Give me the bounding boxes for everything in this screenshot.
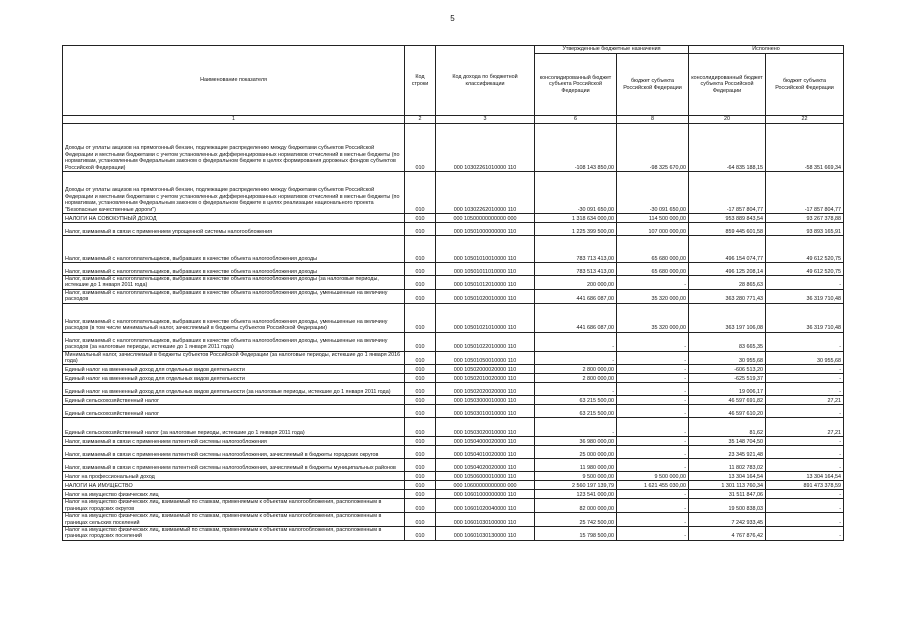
table-row	[63, 481, 844, 490]
executed-consolidated: 30 955,68	[689, 351, 766, 365]
row-name: Единый налог на вмененный доход для отдельных видов деятельности (за налоговые периоды, истекшие до 1 января 2011 года)	[63, 383, 405, 396]
column-index: 8	[617, 116, 689, 124]
row-code: 010	[405, 124, 436, 172]
row-code: 010	[405, 383, 436, 396]
approved-subject: -	[617, 365, 689, 374]
table-row	[63, 418, 844, 437]
executed-consolidated: 496 125 208,14	[689, 263, 766, 276]
row-kbk: 000 10502000020000 110	[436, 365, 535, 374]
executed-consolidated: 13 304 164,54	[689, 472, 766, 481]
executed-subject: 49 612 520,75	[766, 236, 844, 263]
table-row	[63, 446, 844, 459]
row-kbk: 000 10502020020000 110	[436, 383, 535, 396]
approved-consolidated: 200 000,00	[535, 276, 617, 290]
approved-consolidated: -108 143 850,00	[535, 124, 617, 172]
executed-subject: -	[766, 490, 844, 499]
header-name: Наименование показателя	[63, 46, 405, 116]
row-kbk: 000 10500000000000 000	[436, 214, 535, 223]
row-kbk: 000 10501012010000 110	[436, 276, 535, 290]
header-group-executed: Исполнено	[689, 46, 844, 54]
executed-subject: 93 893 165,91	[766, 223, 844, 236]
approved-subject: 35 320 000,00	[617, 289, 689, 303]
row-name: Налог, взимаемый с налогоплательщиков, выбравших в качестве объекта налогообложения доходы, уменьшенные на величину расходов	[63, 289, 405, 303]
approved-consolidated: 25 742 500,00	[535, 513, 617, 527]
row-name: Единый налог на вмененный доход для отдельных видов деятельности	[63, 365, 405, 374]
row-code: 010	[405, 332, 436, 351]
row-code: 010	[405, 527, 436, 541]
approved-subject: -	[617, 446, 689, 459]
row-name: Доходы от уплаты акцизов на прямогонный бензин, подлежащие распределению между бюджетами субъектов Российской Федерации и местными бюджетами с учетом установленных дифференцированных нормативов отчислений в местные бюджеты (по нормативам, установленным Федеральным законом о федеральном бюджете в целях формирования дорожных фондов субъектов Российской Федерации)	[63, 124, 405, 172]
header-group-approved: Утвержденные бюджетные назначения	[535, 46, 689, 54]
approved-subject: -	[617, 490, 689, 499]
executed-consolidated: 953 889 843,54	[689, 214, 766, 223]
approved-consolidated: -	[535, 383, 617, 396]
executed-subject: -	[766, 499, 844, 513]
row-kbk: 000 10601030130000 110	[436, 527, 535, 541]
row-code: 010	[405, 236, 436, 263]
executed-subject: 36 319 710,48	[766, 303, 844, 332]
row-code: 010	[405, 405, 436, 418]
executed-subject: -	[766, 437, 844, 446]
approved-consolidated: 15 798 500,00	[535, 527, 617, 541]
table-row	[63, 490, 844, 499]
table-row	[63, 513, 844, 527]
executed-subject: -58 351 669,34	[766, 124, 844, 172]
approved-consolidated: 441 686 087,00	[535, 289, 617, 303]
row-code: 010	[405, 437, 436, 446]
executed-subject: -	[766, 513, 844, 527]
table-row	[63, 214, 844, 223]
executed-subject: 27,21	[766, 396, 844, 405]
approved-consolidated: 123 541 000,00	[535, 490, 617, 499]
row-name: Единый сельскохозяйственный налог	[63, 405, 405, 418]
row-code: 010	[405, 289, 436, 303]
approved-subject: -	[617, 513, 689, 527]
row-name: Налог на имущество физических лиц, взимаемый по ставкам, применяемым к объектам налогообложения, расположенным в границах городских округов	[63, 499, 405, 513]
executed-consolidated: 859 445 601,58	[689, 223, 766, 236]
header-subject-budget: бюджет субъекта Российской Федерации	[617, 54, 689, 116]
row-name: Налог, взимаемый с налогоплательщиков, выбравших в качестве объекта налогообложения доходы, уменьшенные на величину расходов (за налоговые периоды, истекшие до 1 января 2011 года)	[63, 332, 405, 351]
executed-subject: -	[766, 332, 844, 351]
executed-consolidated: -625 519,37	[689, 374, 766, 383]
row-code: 010	[405, 223, 436, 236]
row-code: 010	[405, 263, 436, 276]
executed-consolidated: 28 865,63	[689, 276, 766, 290]
row-kbk: 000 10504020020000 110	[436, 459, 535, 472]
approved-consolidated: 2 560 197 139,79	[535, 481, 617, 490]
approved-subject: -	[617, 383, 689, 396]
approved-subject: -	[617, 405, 689, 418]
executed-consolidated: 35 148 704,50	[689, 437, 766, 446]
executed-consolidated: 363 280 771,43	[689, 289, 766, 303]
approved-consolidated: 36 980 000,00	[535, 437, 617, 446]
column-index: 6	[535, 116, 617, 124]
row-code: 010	[405, 374, 436, 383]
executed-consolidated: -606 513,20	[689, 365, 766, 374]
approved-subject: 9 500 000,00	[617, 472, 689, 481]
row-name: Налог, взимаемый с налогоплательщиков, выбравших в качестве объекта налогообложения доходы (за налоговые периоды, истекшие до 1 января 2011 года)	[63, 276, 405, 290]
approved-consolidated: -	[535, 351, 617, 365]
approved-consolidated: 82 000 000,00	[535, 499, 617, 513]
row-name: Единый сельскохозяйственный налог (за налоговые периоды, истекшие до 1 января 2011 года)	[63, 418, 405, 437]
approved-consolidated: 1 318 634 000,00	[535, 214, 617, 223]
column-index: 3	[436, 116, 535, 124]
row-code: 010	[405, 214, 436, 223]
approved-subject: 35 320 000,00	[617, 303, 689, 332]
column-index: 2	[405, 116, 436, 124]
table-row	[63, 223, 844, 236]
header-kbk: Код дохода по бюджетной классификации	[436, 46, 535, 116]
approved-subject: 1 621 455 030,00	[617, 481, 689, 490]
row-kbk: 000 10501010010000 110	[436, 236, 535, 263]
executed-consolidated: 19 006,17	[689, 383, 766, 396]
row-code: 010	[405, 351, 436, 365]
approved-consolidated: 783 713 413,00	[535, 236, 617, 263]
row-code: 010	[405, 446, 436, 459]
executed-subject: -	[766, 527, 844, 541]
column-index-row	[63, 116, 844, 124]
row-code: 010	[405, 365, 436, 374]
row-name: Налог, взимаемый с налогоплательщиков, выбравших в качестве объекта налогообложения доходы, уменьшенные на величину расходов (в том числе минимальный налог, зачисляемый в бюджеты субъектов Российской Федерации)	[63, 303, 405, 332]
executed-subject: -	[766, 459, 844, 472]
row-kbk: 000 10302262010000 110	[436, 172, 535, 214]
executed-consolidated: 11 802 783,02	[689, 459, 766, 472]
row-name: Налог на имущество физических лиц, взимаемый по ставкам, применяемым к объектам налогообложения, расположенным в границах сельских поселений	[63, 513, 405, 527]
executed-subject: -	[766, 446, 844, 459]
row-name: Доходы от уплаты акцизов на прямогонный бензин, подлежащие распределению между бюджетами субъектов Российской Федерации и местными бюджетами с учетом установленных дифференцированных нормативов отчислений в местные бюджеты (по нормативам, установленным Федеральным законом о федеральном бюджете в целях реализации национального проекта "Безопасные качественные дороги")	[63, 172, 405, 214]
table-row	[63, 303, 844, 332]
executed-subject: -17 857 804,77	[766, 172, 844, 214]
approved-subject: -	[617, 437, 689, 446]
row-kbk: 000 10506000010000 110	[436, 472, 535, 481]
row-code: 010	[405, 472, 436, 481]
table-row	[63, 263, 844, 276]
table-row	[63, 383, 844, 396]
table-row	[63, 472, 844, 481]
executed-consolidated: 363 197 106,08	[689, 303, 766, 332]
row-kbk: 000 10600000000000 000	[436, 481, 535, 490]
executed-consolidated: -17 857 804,77	[689, 172, 766, 214]
approved-subject: -	[617, 276, 689, 290]
table-row	[63, 124, 844, 172]
row-code: 010	[405, 481, 436, 490]
row-name: Налог, взимаемый с налогоплательщиков, выбравших в качестве объекта налогообложения доходы	[63, 263, 405, 276]
executed-consolidated: 4 767 876,42	[689, 527, 766, 541]
executed-subject: -	[766, 405, 844, 418]
row-kbk: 000 10503020010000 110	[436, 418, 535, 437]
table-row	[63, 351, 844, 365]
row-kbk: 000 10601030100000 110	[436, 513, 535, 527]
row-name: Налог, взимаемый в связи с применением патентной системы налогообложения	[63, 437, 405, 446]
table-row	[63, 365, 844, 374]
row-name: НАЛОГИ НА СОВОКУПНЫЙ ДОХОД	[63, 214, 405, 223]
table-row	[63, 276, 844, 290]
row-name: Единый налог на вмененный доход для отдельных видов деятельности	[63, 374, 405, 383]
approved-subject: -	[617, 396, 689, 405]
approved-consolidated: -	[535, 418, 617, 437]
executed-subject: 27,21	[766, 418, 844, 437]
approved-subject: -	[617, 418, 689, 437]
table-row	[63, 396, 844, 405]
approved-subject: 107 000 000,00	[617, 223, 689, 236]
approved-consolidated: 63 215 500,00	[535, 396, 617, 405]
executed-subject: 49 612 520,75	[766, 263, 844, 276]
approved-subject: -	[617, 332, 689, 351]
executed-consolidated: 46 597 610,20	[689, 405, 766, 418]
executed-subject: -	[766, 365, 844, 374]
table-row	[63, 236, 844, 263]
executed-consolidated: 23 345 921,48	[689, 446, 766, 459]
executed-subject: -	[766, 276, 844, 290]
row-code: 010	[405, 396, 436, 405]
row-kbk: 000 10601000000000 110	[436, 490, 535, 499]
row-code: 010	[405, 172, 436, 214]
approved-consolidated: 25 000 000,00	[535, 446, 617, 459]
row-code: 010	[405, 459, 436, 472]
executed-consolidated: 1 301 113 760,34	[689, 481, 766, 490]
row-kbk: 000 10501050010000 110	[436, 351, 535, 365]
approved-consolidated: 1 225 399 500,00	[535, 223, 617, 236]
approved-consolidated: -	[535, 332, 617, 351]
executed-consolidated: 7 242 933,45	[689, 513, 766, 527]
header-consolidated: консолидированный бюджет субъекта Российской Федерации	[535, 54, 617, 116]
row-kbk: 000 10302261010000 110	[436, 124, 535, 172]
row-kbk: 000 10501021010000 110	[436, 303, 535, 332]
header-code: Код строки	[405, 46, 436, 116]
approved-subject: 114 500 000,00	[617, 214, 689, 223]
executed-subject: 93 267 378,88	[766, 214, 844, 223]
row-name: Единый сельскохозяйственный налог	[63, 396, 405, 405]
approved-consolidated: 441 686 087,00	[535, 303, 617, 332]
approved-subject: 65 680 000,00	[617, 236, 689, 263]
row-name: Налог на имущество физических лиц, взимаемый по ставкам, применяемым к объектам налогообложения, расположенным в границах городских поселений	[63, 527, 405, 541]
executed-consolidated: 496 154 074,77	[689, 236, 766, 263]
row-kbk: 000 10501022010000 110	[436, 332, 535, 351]
approved-subject: -	[617, 351, 689, 365]
executed-subject: 30 955,68	[766, 351, 844, 365]
table-row	[63, 289, 844, 303]
executed-consolidated: 31 511 847,06	[689, 490, 766, 499]
page-number: 5	[450, 14, 455, 23]
approved-subject: -	[617, 527, 689, 541]
approved-subject: -	[617, 499, 689, 513]
row-code: 010	[405, 513, 436, 527]
row-name: Налог, взимаемый с налогоплательщиков, выбравших в качестве объекта налогообложения доходы	[63, 236, 405, 263]
header-consolidated-executed: консолидированный бюджет субъекта Российской Федерации	[689, 54, 766, 116]
column-index: 1	[63, 116, 405, 124]
approved-subject: -98 325 670,00	[617, 124, 689, 172]
executed-subject: 891 473 378,59	[766, 481, 844, 490]
executed-subject: 13 304 164,54	[766, 472, 844, 481]
executed-consolidated: 19 500 838,03	[689, 499, 766, 513]
table-row	[63, 437, 844, 446]
row-kbk: 000 10501020010000 110	[436, 289, 535, 303]
table-row	[63, 405, 844, 418]
row-kbk: 000 10501000000000 110	[436, 223, 535, 236]
row-name: Минимальный налог, зачисляемый в бюджеты субъектов Российской Федерации (за налоговые периоды, истекшие до 1 января 2016 года)	[63, 351, 405, 365]
table-row	[63, 374, 844, 383]
executed-consolidated: -64 835 188,15	[689, 124, 766, 172]
approved-consolidated: 63 215 500,00	[535, 405, 617, 418]
row-kbk: 000 10503010010000 110	[436, 405, 535, 418]
approved-consolidated: 9 500 000,00	[535, 472, 617, 481]
executed-consolidated: 81,62	[689, 418, 766, 437]
row-kbk: 000 10502010020000 110	[436, 374, 535, 383]
executed-subject: 36 319 710,48	[766, 289, 844, 303]
approved-subject: -	[617, 459, 689, 472]
approved-subject: -	[617, 374, 689, 383]
row-kbk: 000 10504000020000 110	[436, 437, 535, 446]
row-name: Налог, взимаемый в связи с применением патентной системы налогообложения, зачисляемый в бюджеты городских округов	[63, 446, 405, 459]
row-name: Налог, взимаемый в связи с применением патентной системы налогообложения, зачисляемый в бюджеты муниципальных районов	[63, 459, 405, 472]
row-kbk: 000 10504010020000 110	[436, 446, 535, 459]
row-name: НАЛОГИ НА ИМУЩЕСТВО	[63, 481, 405, 490]
row-kbk: 000 10503000010000 110	[436, 396, 535, 405]
approved-consolidated: 2 800 000,00	[535, 374, 617, 383]
table-row	[63, 459, 844, 472]
approved-consolidated: 783 513 413,00	[535, 263, 617, 276]
row-kbk: 000 10501011010000 110	[436, 263, 535, 276]
approved-subject: -30 091 650,00	[617, 172, 689, 214]
row-code: 010	[405, 490, 436, 499]
table-row	[63, 499, 844, 513]
column-index: 22	[766, 116, 844, 124]
table-row	[63, 332, 844, 351]
executed-subject: -	[766, 383, 844, 396]
row-name: Налог, взимаемый в связи с применением упрощенной системы налогообложения	[63, 223, 405, 236]
executed-consolidated: 83 665,35	[689, 332, 766, 351]
approved-subject: 65 680 000,00	[617, 263, 689, 276]
approved-consolidated: 11 980 000,00	[535, 459, 617, 472]
table-row	[63, 172, 844, 214]
approved-consolidated: -30 091 650,00	[535, 172, 617, 214]
approved-consolidated: 2 800 000,00	[535, 365, 617, 374]
table-row	[63, 527, 844, 541]
row-name: Налог на имущество физических лиц	[63, 490, 405, 499]
column-index: 20	[689, 116, 766, 124]
budget-execution-table	[62, 45, 844, 541]
executed-consolidated: 46 597 691,82	[689, 396, 766, 405]
row-code: 010	[405, 276, 436, 290]
executed-subject: -	[766, 374, 844, 383]
row-code: 010	[405, 418, 436, 437]
row-name: Налог на профессиональный доход	[63, 472, 405, 481]
row-kbk: 000 10601020040000 110	[436, 499, 535, 513]
row-code: 010	[405, 303, 436, 332]
header-subject-budget-executed: бюджет субъекта Российской Федерации	[766, 54, 844, 116]
row-code: 010	[405, 499, 436, 513]
